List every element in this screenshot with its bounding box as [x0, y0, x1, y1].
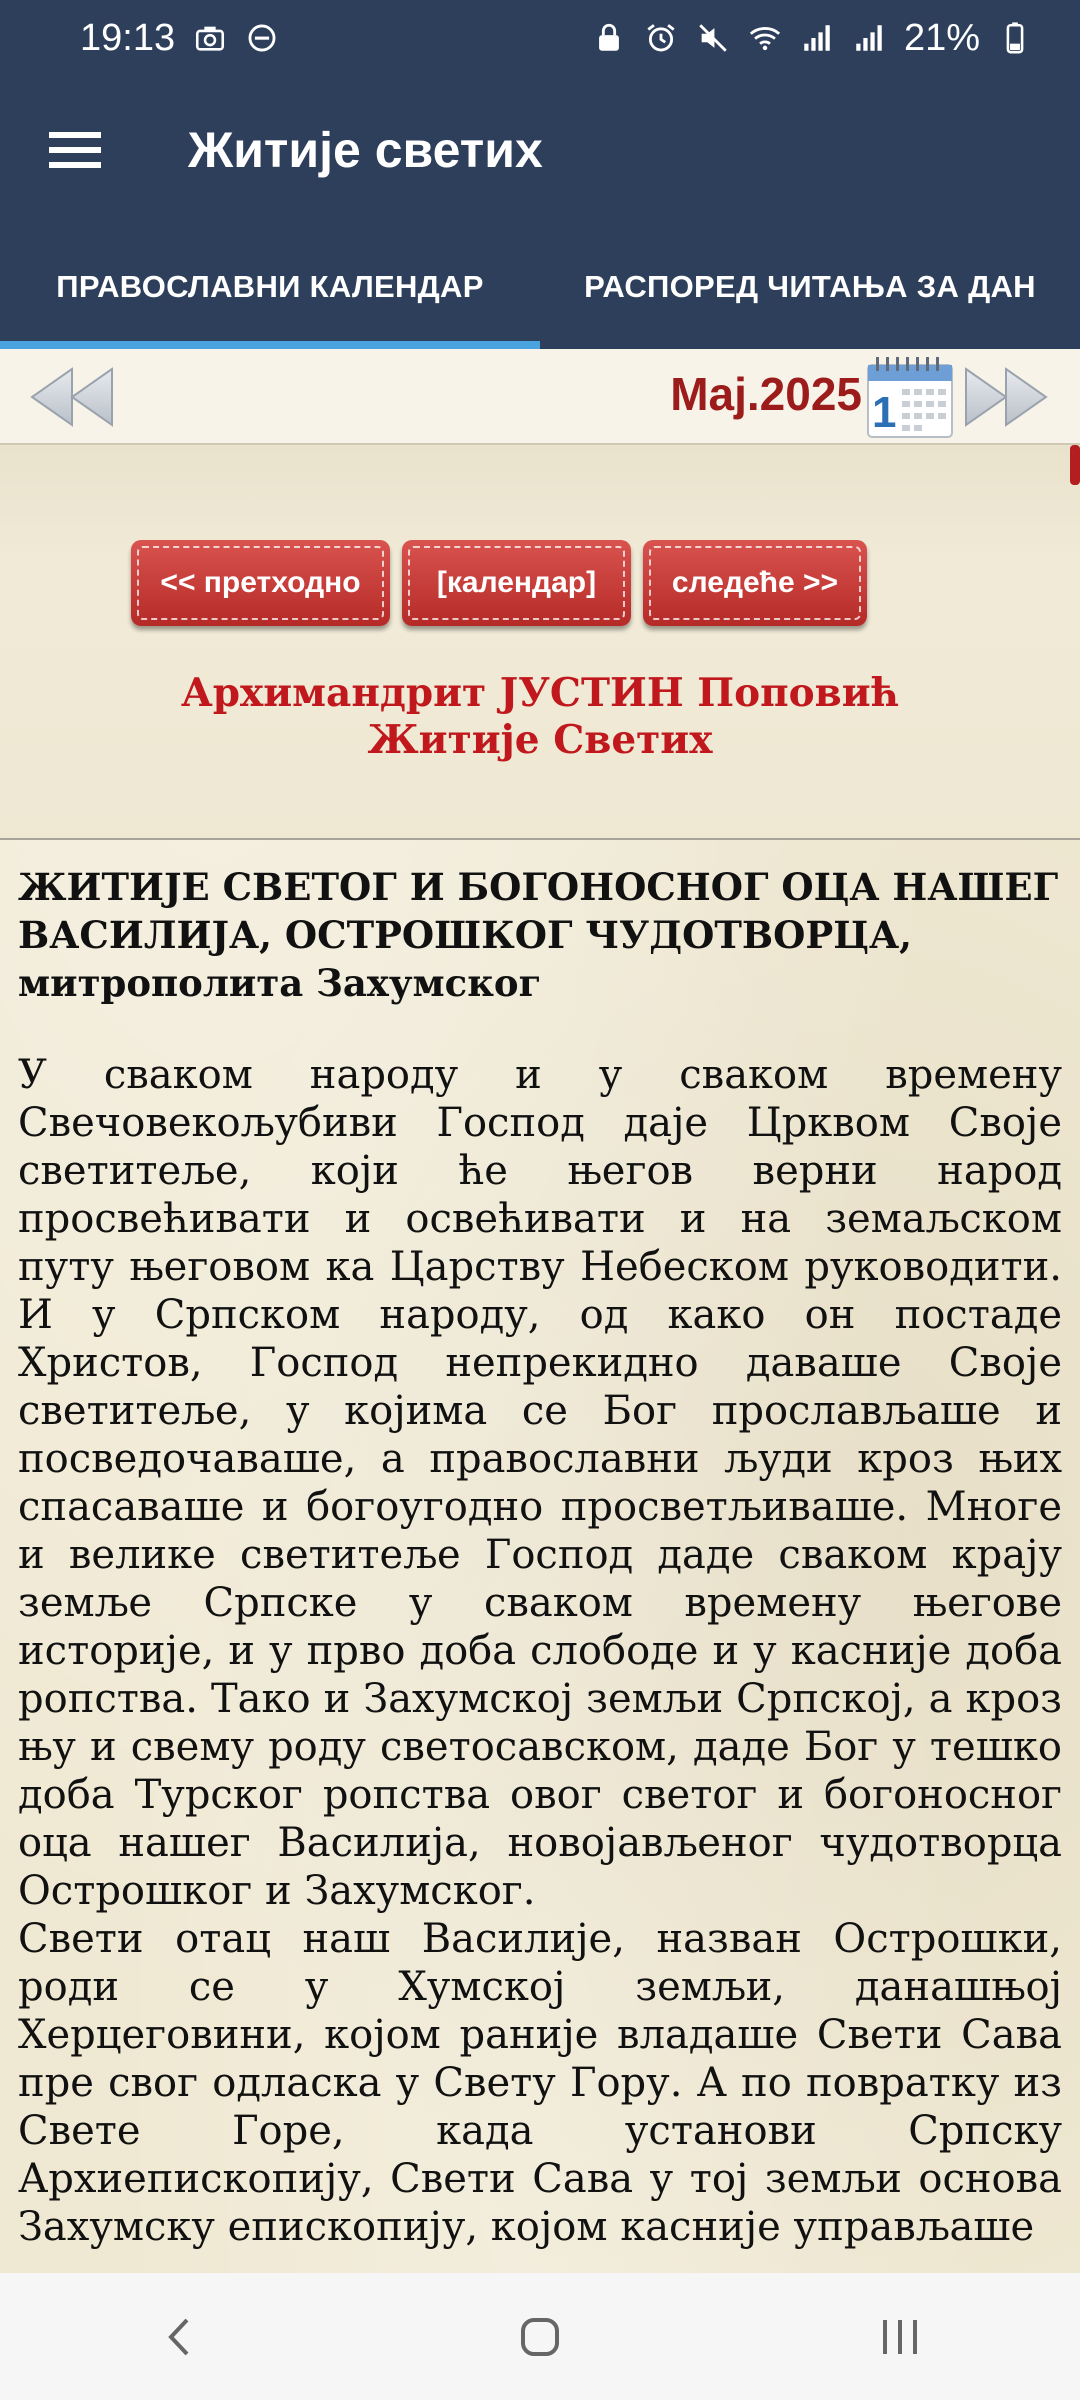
- previous-month-arrow-icon[interactable]: [24, 363, 120, 431]
- hamburger-menu-button[interactable]: [0, 76, 150, 224]
- status-left: [80, 17, 279, 60]
- signal-icon: [800, 21, 834, 55]
- signal-icon: [852, 21, 886, 55]
- lock-icon: [592, 21, 626, 55]
- camera-icon: [193, 21, 227, 55]
- month-navigation: [0, 349, 1080, 445]
- article: [18, 863, 1062, 2251]
- reading-nav-buttons: [131, 540, 867, 626]
- tab-daily-readings[interactable]: РАСПОРЕД ЧИТАЊА ЗА ДАН: [584, 268, 1036, 304]
- current-month-label: Maj.2025: [670, 368, 862, 420]
- status-time: 19:13: [80, 16, 176, 59]
- previous-button[interactable]: << претходно: [131, 540, 390, 626]
- battery-percent: 21%: [903, 16, 980, 59]
- scroll-indicator[interactable]: [1070, 445, 1080, 485]
- next-month-arrow-icon[interactable]: [958, 363, 1054, 431]
- calendar-button[interactable]: [календар]: [402, 540, 631, 626]
- alarm-icon: [644, 21, 678, 55]
- author-name: Архимандрит ЈУСТИН Поповић: [180, 670, 900, 716]
- content-area[interactable]: [0, 445, 1080, 2273]
- dnd-icon: [245, 21, 279, 55]
- back-button[interactable]: [120, 2287, 240, 2387]
- tab-orthodox-calendar[interactable]: ПРАВОСЛАВНИ КАЛЕНДАР: [0, 224, 540, 349]
- article-paragraph: У сваком народу и у сваком времену Свечовекољубиви Господ даје Црквом Своје светитеље, који ће његов верни народ просвећивати и освећивати и на земаљском путу његовом ка Царству Небеском руководити. И у Српском народу, од како он постаде Христов, Господ непрекидно даваше Своје светитеље, у којима се Бог прослављаше и посведочаваше, а православни људи кроз њих спасаваше и богоугодно просветљиваше. Многе и велике светитеље Господ даде сваком крају земље Српске у сваком времену његове историје, и у прво доба слободе и у касније доба ропства. Тако и Захумској земљи Српској, а кроз њу и свему роду светосавском, даде Бог у тешко доба Турског ропства овог светог и богоносног оца нашег Василија, новојављеног чудотворца Острошког и Захумског.: [18, 1052, 1062, 1914]
- recent-apps-button[interactable]: [840, 2287, 960, 2387]
- hamburger-menu-icon: [49, 130, 101, 170]
- mute-icon: [696, 21, 730, 55]
- book-title: Житије Светих: [367, 717, 713, 763]
- system-nav-bar: [0, 2273, 1080, 2400]
- tab-bar: [0, 224, 1080, 349]
- wifi-icon: [748, 21, 782, 55]
- svg-text:1: 1: [872, 388, 897, 437]
- calendar-icon[interactable]: [862, 353, 958, 441]
- article-paragraph: Свети отац наш Василије, назван Острошки, роди се у Хумској земљи, данашњој Херцеговини, којом раније владаше Свети Сава пре свог одласка у Свету Гору. А по повратку из Свете Горе, када установи Српску Архиепископију, Свети Сава у тој земљи основа Захумску епископију, којом касније управљаше: [18, 1916, 1062, 2250]
- app-title: Житије светих: [188, 122, 543, 178]
- recent-apps-icon: [875, 2312, 925, 2362]
- battery-icon: [998, 21, 1032, 55]
- article-title: ЖИТИЈЕ СВЕТОГ И БОГОНОСНОГ ОЦА НАШЕГ ВАСИЛИЈА, ОСТРОШКОГ ЧУДОТВОРЦА, митрополита Захумског: [18, 865, 1059, 1005]
- app-bar: [0, 76, 1080, 224]
- status-right: [592, 17, 1032, 60]
- reading-header-panel: [0, 445, 1080, 840]
- status-bar: [0, 0, 1080, 76]
- home-icon: [515, 2312, 565, 2362]
- next-button[interactable]: следеће >>: [643, 540, 867, 626]
- back-chevron-icon: [155, 2312, 205, 2362]
- author-block: [0, 670, 1080, 764]
- home-button[interactable]: [480, 2287, 600, 2387]
